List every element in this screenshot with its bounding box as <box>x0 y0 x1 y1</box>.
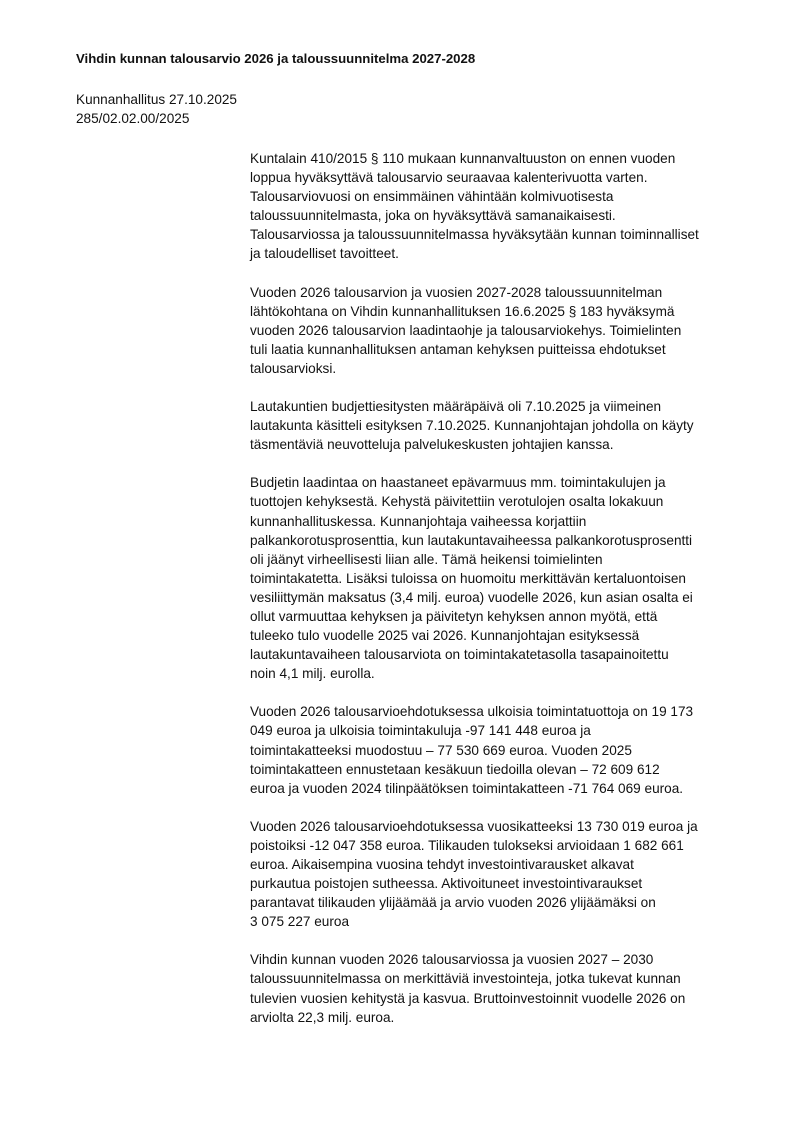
text-line: Budjetin laadintaa on haastaneet epävarmuus mm. toimintakulujen ja <box>250 475 666 491</box>
text-line: noin 4,1 milj. eurolla. <box>250 666 375 682</box>
paragraph <box>250 702 780 797</box>
text-line: taloussuunnitelmassa on merkittäviä investointeja, jotka tukevat kunnan <box>250 971 681 987</box>
text-line: oli jäänyt virheellisesti liian alle. Tämä heikensi toimielinten <box>250 551 603 567</box>
text-line: lautakunta käsitteli esityksen 7.10.2025. Kunnanjohtajan johdolla on käyty <box>250 418 694 434</box>
text-line: tuli laatia kunnanhallituksen antaman kehyksen puitteissa ehdotukset <box>250 341 666 357</box>
text-line: vesiliittymän maksatus (3,4 milj. euroa) vuodelle 2026, kun asian osalta ei <box>250 589 693 605</box>
text-line: euroa. Aikaisempina vuosina tehdyt investointivarausket alkavat <box>250 857 634 872</box>
text-line: purkautua poistojen sutheessa. Aktivoituneet investointivaraukset <box>250 876 643 892</box>
text-line: täsmentäviä neuvotteluja palvelukeskusten johtajien kanssa. <box>250 437 614 453</box>
text-line: 3 075 227 euroa <box>250 914 350 930</box>
text-line: ollut varmuuttaa kehyksen ja päivitetyn kehyksen annon myötä, että <box>250 608 658 624</box>
text-line: Talousarviossa ja taloussuunnitelmassa hyväksytään kunnan toiminnalliset <box>250 227 699 243</box>
meeting-line: Kunnanhallitus 27.10.2025 <box>76 92 237 107</box>
text-line: ja taloudelliset tavoitteet. <box>250 246 399 262</box>
document-title: Vihdin kunnan talousarvio 2026 ja taloussuunnitelma 2027-2028 <box>76 51 476 66</box>
paragraph <box>250 283 780 378</box>
text-line: parantavat tilikauden ylijäämää ja arvio vuoden 2026 ylijäämäksi on <box>250 895 656 911</box>
text-line: tuottojen kehyksestä. Kehystä päivitettiin verotulojen osalta lokakuun <box>250 494 664 510</box>
text-line: toimintakatetta. Lisäksi tuloissa on huomoitu merkittävän kertaluontoisen <box>250 570 686 586</box>
text-line: Vuoden 2026 talousarvioehdotuksessa vuosikatteeksi 13 730 019 euroa ja <box>250 818 698 834</box>
text-line: Vuoden 2026 talousarvioehdotuksessa ulkoisia toimintatuottoja on 19 173 <box>250 704 694 720</box>
text-line: Vuoden 2026 talousarvion ja vuosien 2027-2028 taloussuunnitelman <box>250 284 663 300</box>
paragraph <box>250 397 780 454</box>
text-line: kunnanhallituskessa. Kunnanjohtaja vaiheessa korjattiin <box>250 513 587 529</box>
text-line: lautakuntavaiheen talousarviota on toimintakatetasolla tasapainoitettu <box>250 647 669 663</box>
document-meta <box>76 90 237 128</box>
text-line: Kuntalain 410/2015 § 110 mukaan kunnanvaltuuston on ennen vuoden <box>250 151 676 166</box>
paragraph <box>250 817 780 932</box>
text-line: Talousarviovuosi on ensimmäinen vähintään kolmivuotisesta <box>250 189 614 205</box>
text-line: Vihdin kunnan vuoden 2026 talousarviossa ja vuosien 2027 – 2030 <box>250 952 654 968</box>
paragraph <box>250 950 780 1026</box>
text-line: arviolta 22,3 milj. euroa. <box>250 1009 395 1025</box>
text-line: talousarvioksi. <box>250 360 337 376</box>
paragraph <box>250 149 780 264</box>
text-line: lähtökohtana on Vihdin kunnanhallituksen 16.6.2025 § 183 hyväksymä <box>250 303 675 319</box>
paragraph <box>250 473 780 683</box>
text-line: toimintakatteen ennustetaan kesäkuun tiedoilla olevan – 72 609 612 <box>250 761 660 777</box>
text-line: vuoden 2026 talousarvion laadintaohje ja talousarviokehys. Toimielinten <box>250 322 682 338</box>
text-line: palkankorotusprosenttia, kun lautakuntavaiheessa palkankorotusprosentti <box>250 532 693 548</box>
text-line: Lautakuntien budjettiesitysten määräpäivä oli 7.10.2025 ja viimeinen <box>250 399 662 415</box>
reference-number: 285/02.02.00/2025 <box>76 111 190 126</box>
text-line: taloussuunnitelmasta, joka on hyväksyttävä samanaikaisesti. <box>250 208 616 224</box>
text-line: tulevien vuosien kehitystä ja kasvua. Bruttoinvestoinnit vuodelle 2026 on <box>250 990 686 1006</box>
text-line: tuleeko tulo vuodelle 2025 vai 2026. Kunnanjohtajan esityksessä <box>250 628 640 644</box>
text-line: 049 euroa ja ulkoisia toimintakuluja -97 141 448 euroa ja <box>250 723 591 739</box>
text-line: toimintakatteeksi muodostuu – 77 530 669 euroa. Vuoden 2025 <box>250 742 632 758</box>
text-line: euroa ja vuoden 2024 tilinpäätöksen toimintakatteen -71 764 069 euroa. <box>250 780 684 796</box>
text-line: poistoiksi -12 047 358 euroa. Tilikauden tulokseksi arvioidaan 1 682 661 <box>250 837 684 853</box>
text-line: loppua hyväksyttävä talousarvio seuraavaa kalenterivuotta varten. <box>250 170 648 186</box>
document-body <box>250 149 780 1046</box>
